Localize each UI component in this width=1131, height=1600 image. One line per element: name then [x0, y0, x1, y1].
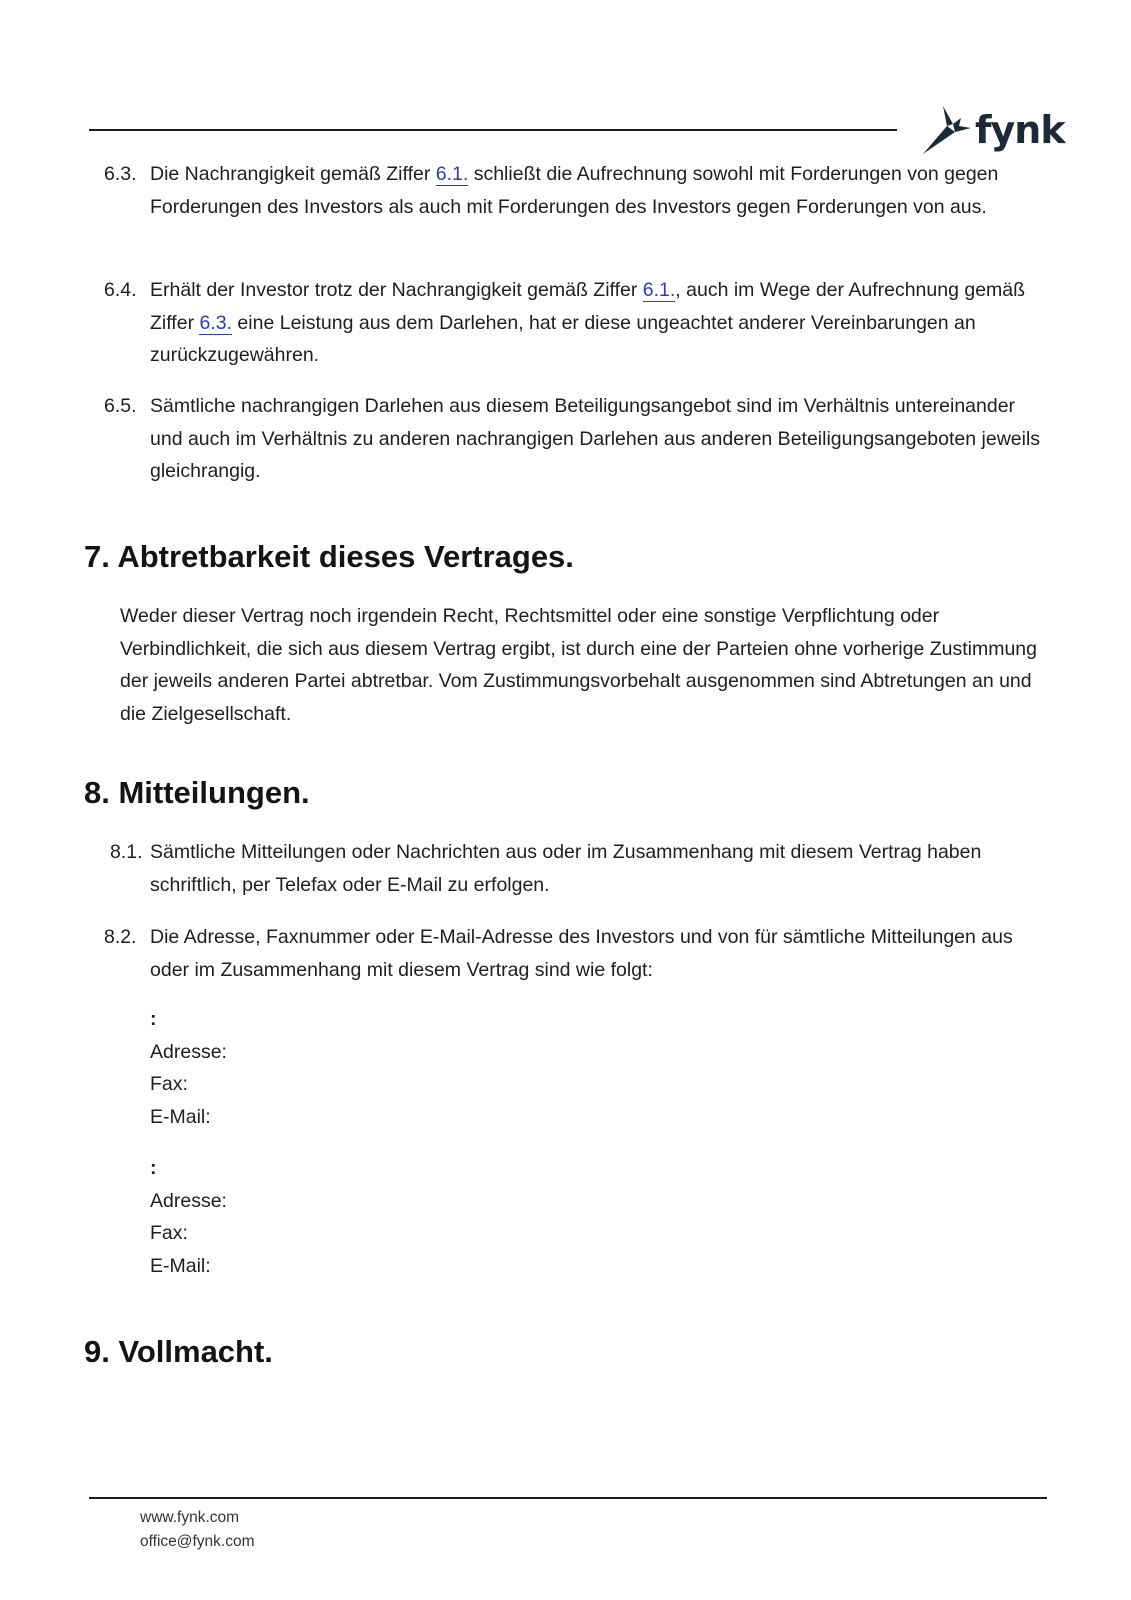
- contact-name: :: [150, 1157, 157, 1179]
- section-7-paragraph: Weder dieser Vertrag noch irgendein Recht, Rechtsmittel oder eine sonstige Verpflichtung oder Verbindlichkeit, die sich aus diesem Vertrag ergibt, ist durch eine der Parteien ohne vorherige Zustimmung der jeweils anderen Partei abtretbar. Vom Zustimmungsvorbehalt ausgenommen sind Abtretungen an und die Zielgesellschaft.: [120, 605, 1037, 725]
- bird-icon: [921, 104, 973, 156]
- clause-text: Sämtliche nachrangigen Darlehen aus diesem Beteiligungsangebot sind im Verhältnis untereinander und auch im Verhältnis zu anderen nachrangigen Darlehen aus anderen Beteiligungsangeboten jeweils gleichrangig.: [150, 395, 1041, 482]
- section-9-heading: 9. Vollmacht.: [84, 1334, 273, 1369]
- contact-block-2: [150, 1152, 227, 1282]
- clause-number: 6.3.: [104, 163, 137, 185]
- contact-address: Adresse:: [150, 1040, 227, 1063]
- contact-email: E-Mail:: [150, 1105, 211, 1128]
- contact-fax: Fax:: [150, 1073, 188, 1095]
- footer-email-link[interactable]: office@fynk.com: [140, 1533, 255, 1550]
- ref-link-6-1[interactable]: 6.1.: [435, 163, 469, 185]
- clause-number: 8.2.: [104, 926, 137, 948]
- contact-block-1: [150, 1003, 227, 1133]
- contact-address: Adresse:: [150, 1189, 227, 1212]
- contact-name: :: [150, 1008, 157, 1030]
- contact-email: E-Mail:: [150, 1254, 211, 1277]
- contact-fax: Fax:: [150, 1222, 188, 1244]
- footer-rule: [89, 1497, 1047, 1499]
- clause-number: 6.4.: [104, 279, 137, 301]
- logo-wordmark: fynk: [975, 108, 1065, 152]
- clause-text: Die Adresse, Faxnummer oder E-Mail-Adresse des Investors und von für sämtliche Mitteilungen aus oder im Zusammenhang mit diesem Vertrag sind wie folgt:: [150, 926, 1013, 981]
- section-8-heading: 8. Mitteilungen.: [84, 775, 310, 810]
- clause-text: Erhält der Investor trotz der Nachrangigkeit gemäß Ziffer 6.1., auch im Wege der Aufrechnung gemäß Ziffer 6.3. eine Leistung aus dem Darlehen, hat er diese ungeachtet anderer Vereinbarungen an zurückzugewähren.: [150, 279, 1026, 366]
- section-7-heading: 7. Abtretbarkeit dieses Vertrages.: [84, 539, 574, 574]
- fynk-logo: [921, 104, 1065, 160]
- header-rule: [89, 129, 897, 131]
- footer-website-link[interactable]: www.fynk.com: [140, 1509, 240, 1526]
- clause-text: Die Nachrangigkeit gemäß Ziffer 6.1. schließt die Aufrechnung sowohl mit Forderungen von gegen Forderungen des Investors als auch mit Forderungen des Investors gegen Forderungen von aus.: [150, 163, 999, 218]
- footer: [140, 1506, 255, 1554]
- ref-link-6-1[interactable]: 6.1.: [642, 279, 676, 301]
- ref-link-6-3[interactable]: 6.3.: [199, 311, 233, 334]
- clause-number: 8.1.: [110, 841, 143, 863]
- clause-text: Sämtliche Mitteilungen oder Nachrichten aus oder im Zusammenhang mit diesem Vertrag haben schriftlich, per Telefax oder E-Mail zu erfolgen.: [150, 841, 982, 896]
- clause-number: 6.5.: [104, 395, 137, 417]
